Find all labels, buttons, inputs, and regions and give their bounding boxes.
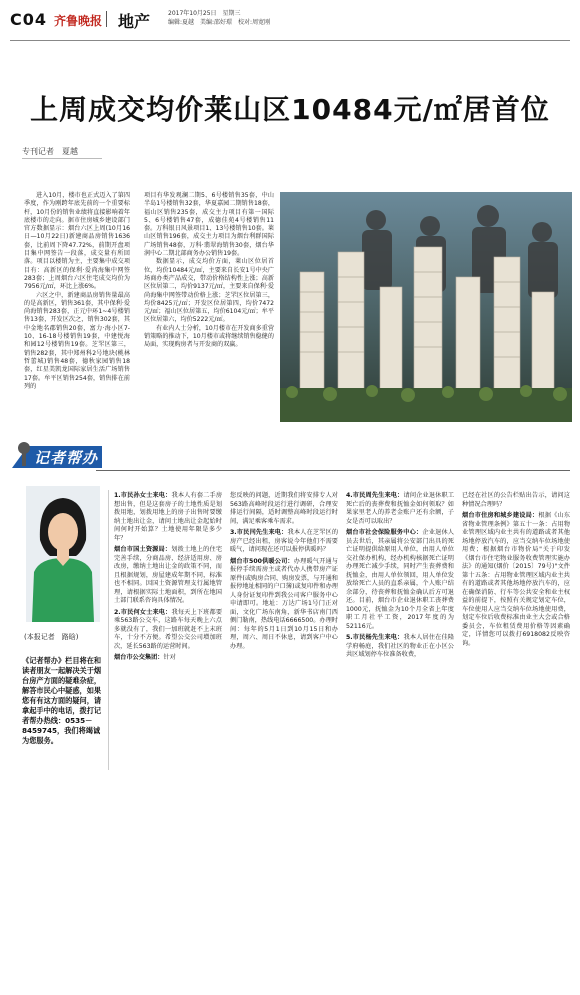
qa-speaker: 烟台市国土资源局： xyxy=(114,546,172,553)
issue-info xyxy=(168,9,270,27)
article-paragraph: 数据显示，成交均价方面，莱山区位居首位，均价10484元/㎡，主要来自长安1号中央广场商办类产品成交，带动价格结构性上涨；高新区位居第二，均价9137元/㎡，主要来自保利·爱尚海集中网签带动价格上涨；芝罘区位居第三，均价8425元/㎡；开发区位居第四，均价7472元/㎡；福山区位居第五，均价6104元/㎡；牟平区位居第六，均价5222元/㎡。 xyxy=(144,258,274,324)
banner-rule xyxy=(96,470,570,471)
byline-rule xyxy=(22,158,102,159)
qa-column-2 xyxy=(230,492,338,654)
qa-speaker: 5.市民杨先生来电： xyxy=(346,634,404,641)
page-number: C04 xyxy=(10,10,48,29)
qa-column-3 xyxy=(346,492,454,663)
qa-speaker: 烟台市社会保险服务中心： xyxy=(346,529,423,536)
sales-model-photo xyxy=(280,192,572,422)
qa-speaker: 1.市民孙女士来电： xyxy=(114,492,172,499)
qa-text: 根据《山东省物业管理条例》第五十一条：占用物业管理区域内业主共有的道路或者其他场地停放汽车的，应当交纳车位场地使用费；根据烟台市物价局"关于印发《烟台市住宅物业服务收费管理实施办法》的通知(烟价〔2015〕79号)"文件第十五条：占用物业管理区域内业主共有的道路或者其他场地停放汽车的，应在确保消防、行车等公共安全和业主权益的前提下，按照有关规定划定车位，车位使用人应当交纳车位场地使用费，划定车位后收费标准由业主大会或合格委员会，车位租赁费用价格等因素确定，详情您可以拨打6918082反映咨询。 xyxy=(462,512,570,647)
newspaper-name: 齐鲁晚报 xyxy=(54,14,103,28)
reporter-help-note: 《记者帮办》栏目将在和读者朋友一起解决关于烟台房产方面的疑难杂症，解答市民心中疑惑，如果您有有这方面的疑问，请拿起手中的电话，拨打记者帮办热线：0535－8459745，我们将竭诚为您服务。 xyxy=(22,656,102,745)
qa-speaker: 烟台市公交集团： xyxy=(114,654,164,661)
article-column-2 xyxy=(144,192,274,350)
qa-entry xyxy=(114,654,222,663)
qa-entry xyxy=(114,492,222,543)
editor-credits: 编辑:夏越 美编:邵好璟 校对:周宽刚 xyxy=(168,19,271,26)
article-paragraph: 进入10月，楼市也正式迈入了第四季度，作为刚跨年底先前的一个重要标杆，10月份的销售业绩将直接影响着年底楼市的走向。据市住房城乡建设部门官方数据显示：烟台六区上周(10月16日—10月22日)新建商品房销售1636套，比前周下降47.72%，前期开盘项目集中网签告一段落，成交量有所回落。项目以楼销为主，主要集中成交项目有：高新区的保利·爱尚海集中网签283套；上周烟台六区住宅成交均价为7956元/㎡，环比上涨6%。 xyxy=(24,192,130,291)
section-name: 地产 xyxy=(118,12,151,31)
article-photo xyxy=(280,192,572,422)
qa-entry xyxy=(346,634,454,660)
qa-text: 我每天上下班都要乘563路公交车，这路车每天晚上六点多就没有了，我们一加班就赶不上末班车，十分不方便。希望公交公司增加班次，延长563路的运营时间。 xyxy=(114,608,223,650)
reporter-portrait-image xyxy=(26,486,100,622)
masthead xyxy=(10,8,570,38)
qa-entry xyxy=(346,529,454,631)
article-column-1 xyxy=(24,192,130,391)
reporter-help-title: 记者帮办 xyxy=(34,449,99,467)
article-headline: 上周成交均价莱山区10484元/㎡居首位 xyxy=(30,93,550,126)
qa-text: 办理暖气开通与报停手续需房主或者代办人携带房产证原件(或购房合同、购房发票，与开通和报停地址相同的户口簿)或复印件和办理人身份证复印件到我公司客户服务中心申请即可。地址：万达广场1号门正对面，文化广场东南角，新华书店南门西侧门勒南，热线电话6666500。办理时间：每年的5月1日到10月15日和办理，周六、周日不休息，请到客户中心办理。 xyxy=(230,557,338,650)
article-paragraph: 有业内人士分析，10月楼市在开发商多重营销策略的推动下，10月楼市或将继续销售稳健的局面，实现购房者与开发商的双赢。 xyxy=(144,324,274,349)
qa-entry xyxy=(114,609,222,652)
qa-text: 请问企业退休职工死亡后的丧葬费和抚恤金如何领取？如果家里老人的养老金账户还有余额，子女是否可以取出？ xyxy=(346,492,455,525)
masthead-divider xyxy=(106,11,107,27)
reporter-portrait xyxy=(26,486,100,622)
qa-speaker: 4.市民周先生来电： xyxy=(346,492,404,499)
column-divider xyxy=(108,490,109,770)
qa-entry xyxy=(230,492,338,526)
qa-entry xyxy=(462,492,570,509)
qa-text: 您反映的问题，近期我们将安排专人对563路高峰时段运行进行调研，合理安排运行间隔，适时调整高峰时段运行时间，满足乘客乘车需求。 xyxy=(230,492,338,525)
qa-text: 企业退休人员去世后，其亲属将公安部门出具的死亡证明提供给原用人单位，由用人单位交社保办机构，经办机构核据死亡证明办理死亡减少手续，同时产生丧葬费和抚恤金，由用人单位领回，用人单位发放给死亡人员的直系亲属，个人账户结余部分，待丧葬和抚恤金确认后方可退还。目前，烟台市企业退休职工丧葬费1000元，抚恤金为10个月全省上年度职工月社平工资，2017年度的为52116元。 xyxy=(346,529,454,630)
issue-date: 2017年10月25日 星期三 xyxy=(168,10,241,17)
qa-entry xyxy=(114,546,222,606)
qa-text: 我本人居住在佳隆学府畅庭，我们社区的物业正在小区公共区域划停车位准备收费， xyxy=(346,634,455,658)
article-paragraph: 六区之中，新建商品房销售量最高的是高新区，销售361套，其中保利·爱尚海销售283套，正元中环1~4号楼销售13套，开发区次之，销售302套，其中金地名郡销售20套，富力·海小区7-10、16-18号楼销售19套，中建悦海和园12号楼销售19套。芝罘区第三，销售282套，其中郑州科2号地块(桃林哲蕾城)销售48套，德秋家园销售18套，红星美凯龙国际家居生活广场销售17套。牟平区销售254套，销售排在前列的 xyxy=(24,291,130,390)
qa-column-1 xyxy=(114,492,222,666)
qa-text: 已经在社区的公告栏贴出告示，请问这种情况合理吗？ xyxy=(462,492,570,508)
qa-text: 我本人有套二手房想出售，但是这套房子的土地性质是划拨用地，划拨用地上的房子出售时要缴纳土地出让金，请问土地出让金起始时间何时开始算？土地使用年限是多少年？ xyxy=(114,492,223,542)
article-byline: 专刊记者 夏越 xyxy=(22,147,78,156)
reporter-help-banner xyxy=(10,438,570,470)
qa-speaker: 烟台市500供暖公司： xyxy=(230,557,294,565)
masthead-rule xyxy=(10,40,570,41)
qa-speaker: 2.市民何女士来电： xyxy=(114,608,172,616)
qa-text: 我本人在芝罘区的房产已经出租，房客说今年他们不需要暖气，请问现在还可以报停供暖吗？ xyxy=(230,529,339,553)
reporter-caption: (本报记者 路晗) xyxy=(24,633,79,641)
qa-entry xyxy=(346,492,454,526)
qa-text: 划拨土地上的住宅完善手续，分商品房、经济适用房、房改房，缴纳土地出让金的政策不同，而且根据规划，房屋建成年期不同，标准也不相同。因国土资源管理支行属地管理，请根据实际土地面积，到所在地国土部门联系咨询具体情况。 xyxy=(114,546,223,604)
qa-entry xyxy=(230,558,338,652)
article-paragraph: 项目有华发观澜二期5、6号楼销售35套，中山半岛1号楼销售32套，华夏嘉园二期销售18套，福山区销售235套，成交主力项目有第一国际5、6号楼销售47套，成德佳苑4号楼销售11套。万科银日风景项目1、13号楼销售10套。莱山区销售196套，成交主力项目为烟台利群国际广场销售48套，万科·翡翠海销售30套，烟台华润中心二期北部商务办公销售19套。 xyxy=(144,192,274,258)
qa-speaker: 3.市民闫先生来电： xyxy=(230,529,288,536)
qa-entry xyxy=(462,512,570,648)
qa-entry xyxy=(230,529,338,555)
qa-column-4 xyxy=(462,492,570,651)
qa-text: 针对 xyxy=(163,654,176,661)
qa-speaker: 烟台市住房和城乡建设局： xyxy=(462,512,539,519)
